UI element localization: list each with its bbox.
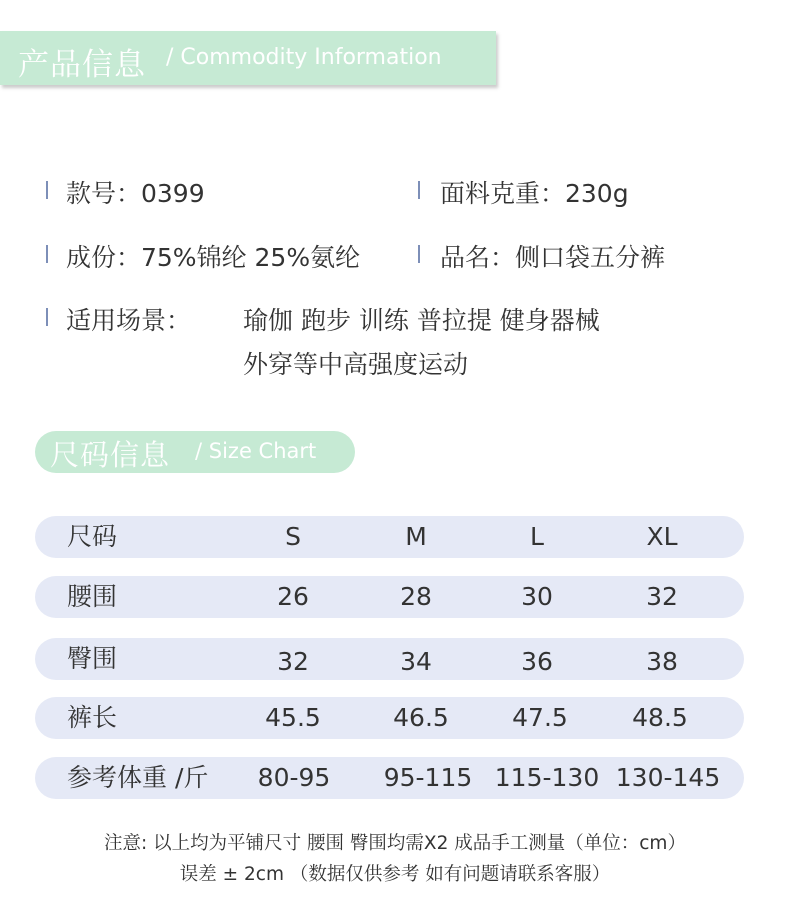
size-table-row-weight (35, 757, 744, 799)
size-chart-banner (35, 431, 355, 473)
table-cell: 46.5 (393, 703, 449, 732)
bullet-bar (46, 181, 48, 199)
size-value-xl: XL (646, 522, 678, 551)
style-number: 款号：0399 (66, 179, 205, 208)
measurement-note: 注意: 以上均为平铺尺寸 腰围 臀围均需X2 成品手工测量（单位：cm） (104, 833, 686, 854)
fabric-weight: 面料克重：230g (440, 179, 629, 208)
bullet-bar (418, 245, 420, 263)
table-cell: 47.5 (512, 703, 568, 732)
size-title-cn: 尺码信息 (50, 438, 171, 472)
row-label: 参考体重 /斤 (67, 763, 209, 792)
scenes-line-1: 瑜伽 跑步 训练 普拉提 健身器械 (243, 306, 600, 335)
size-table-row-waist (35, 576, 744, 618)
size-table-row-size (35, 516, 744, 558)
row-label: 尺码 (67, 522, 118, 551)
table-cell: 28 (400, 582, 432, 611)
table-cell: 45.5 (265, 703, 321, 732)
banner-title-cn: 产品信息 (18, 47, 146, 83)
size-value-l: L (530, 522, 544, 551)
row-label: 裤长 (67, 703, 118, 732)
commodity-information-banner (0, 31, 496, 85)
table-cell: 34 (400, 647, 432, 676)
bullet-bar (46, 308, 48, 326)
row-label: 腰围 (67, 582, 118, 611)
table-cell: 30 (521, 582, 553, 611)
size-table-row-hip (35, 638, 744, 680)
product-name: 品名：侧口袋五分裤 (440, 243, 666, 272)
size-title-en: / Size Chart (195, 439, 317, 463)
composition: 成份：75%锦纶 25%氨纶 (66, 243, 361, 272)
size-table-row-length (35, 697, 744, 739)
table-cell: 95-115 (383, 763, 473, 792)
size-value-s: S (285, 522, 301, 551)
bullet-bar (46, 245, 48, 263)
table-cell: 115-130 (494, 763, 600, 792)
table-cell: 36 (521, 647, 553, 676)
table-cell: 48.5 (632, 703, 688, 732)
table-cell: 32 (277, 647, 309, 676)
banner-title-en: / Commodity Information (166, 45, 442, 70)
table-cell: 26 (277, 582, 309, 611)
table-cell: 32 (646, 582, 678, 611)
tolerance-note: 误差 ± 2cm （数据仅供参考 如有问题请联系客服） (179, 864, 611, 885)
table-cell: 38 (646, 647, 678, 676)
scenes-line-2: 外穿等中高强度运动 (243, 350, 469, 379)
row-label: 臀围 (67, 644, 118, 673)
scenes-label: 适用场景： (66, 306, 192, 335)
table-cell: 130-145 (615, 763, 721, 792)
bullet-bar (418, 181, 420, 199)
table-cell: 80-95 (257, 763, 331, 792)
size-value-m: M (405, 522, 427, 551)
